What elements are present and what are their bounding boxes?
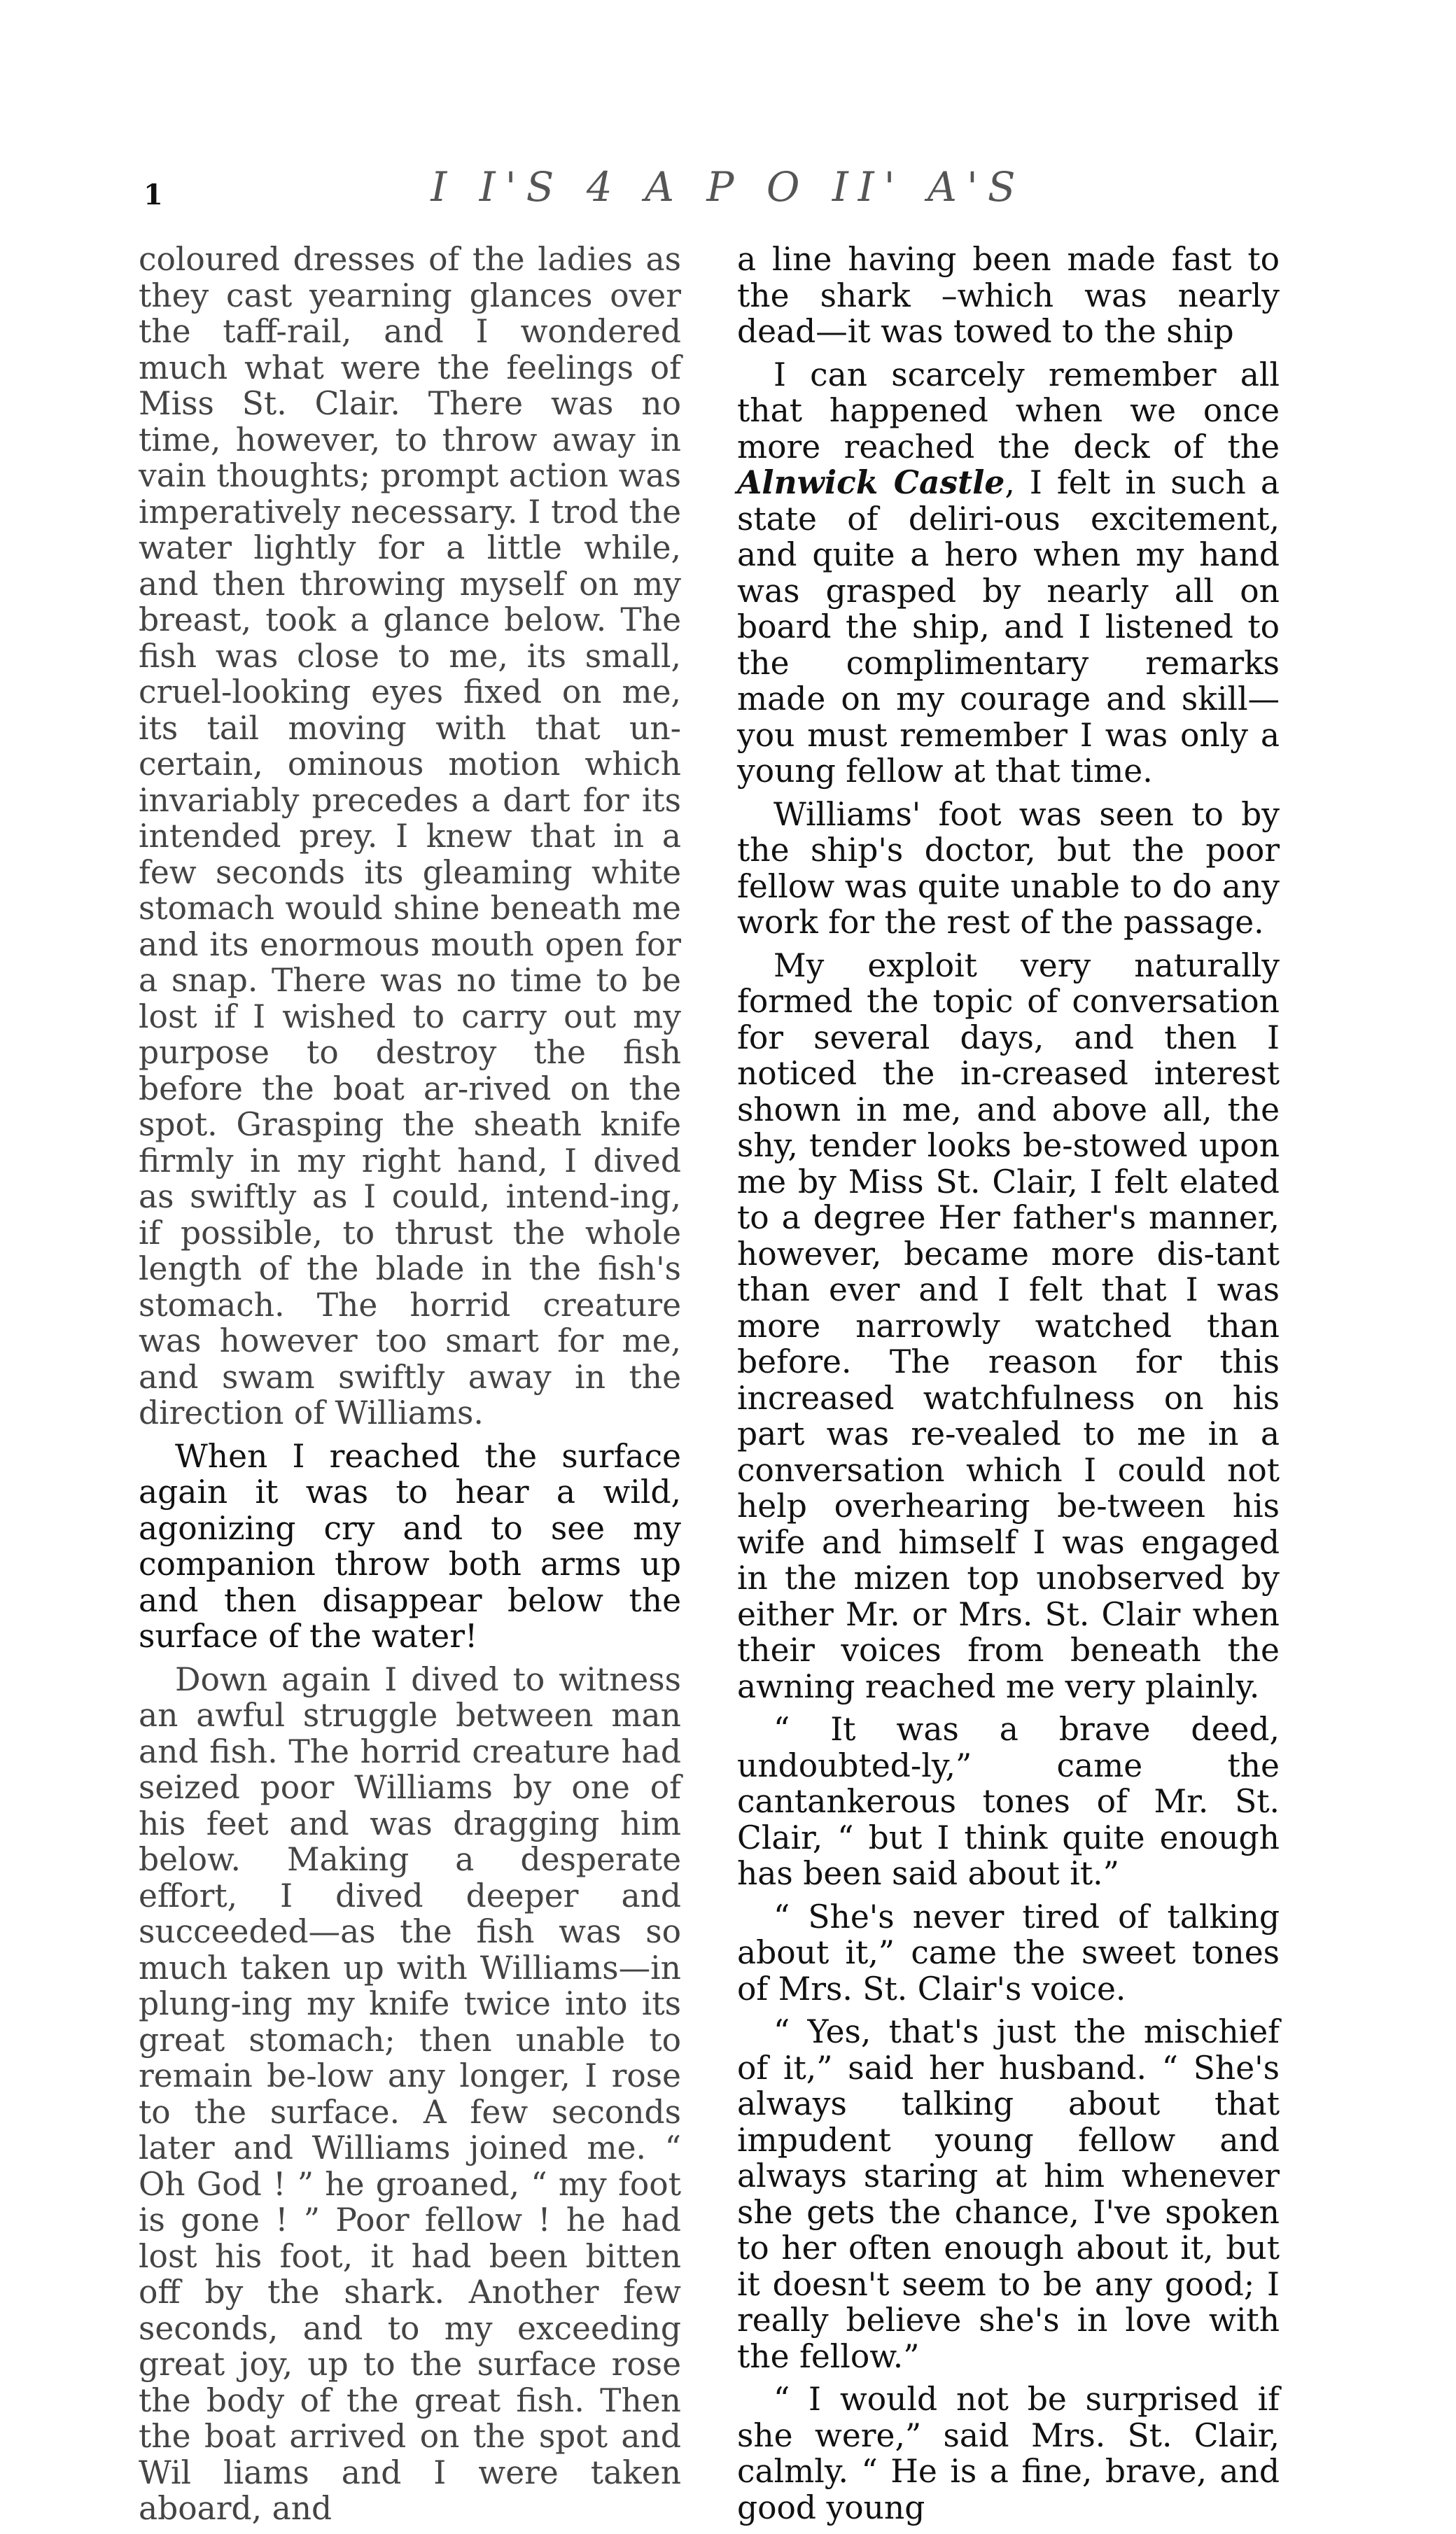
paragraph: “ Yes, that's just the mischief of it,” said her husband. “ She's always talking about that impudent young fellow and always staring at him whenever she gets the chance, I've spoken to her often enough about it, but it doesn't seem to be any good; I really believe she's in love with the fellow.”: [737, 2013, 1280, 2375]
paragraph: “ I would not be surprised if she were,” said Mrs. St. Clair, calmly. “ He is a fine, brave, and good young: [737, 2381, 1280, 2526]
paragraph: When I reached the surface again it was to hear a wild, agonizing cry and to see my companion throw both arms up and then disappear below the surface of the water!: [139, 1437, 681, 1655]
paragraph-text: , I felt in such a state of deliri-ous excitement, and quite a hero when my hand was grasped by nearly all on board the ship, and I listened to the complimentary remarks made on my courage and skill—you must remember I was only a young fellow at that time.: [737, 464, 1280, 790]
paragraph: Williams' foot was seen to by the ship's doctor, but the poor fellow was quite unable to do any work for the rest of the passage.: [737, 795, 1280, 941]
paragraph: [737, 357, 1280, 790]
running-head: I I'S 4 A P O II' A'S: [430, 163, 1026, 211]
paragraph: coloured dresses of the ladies as they cast yearning glances over the taff-rail, and I wondered much what were the feelings of Miss St. Clair. There was no time, however, to throw away in vain thoughts; prompt action was imperatively necessary. I trod the water lightly for a little while, and then throwing myself on my breast, took a glance below. The fish was close to me, its small, cruel-looking eyes fixed on me, its tail moving with that un-certain, ominous motion which invariably precedes a dart for its intended prey. I knew that in a few seconds its gleaming white stomach would shine beneath me and its enormous mouth open for a snap. There was no time to be lost if I wished to carry out my purpose to destroy the fish before the boat ar-rived on the spot. Grasping the sheath knife firmly in my right hand, I dived as swiftly as I could, intend-ing, if possible, to thrust the whole length of the blade in the fish's stomach. The horrid creature was however too smart for me, and swam swiftly away in the direction of Williams.: [139, 241, 681, 1432]
page-header: [0, 158, 1456, 214]
paragraph: a line having been made fast to the shark –which was nearly dead—it was towed to the ship: [737, 241, 1280, 350]
right-column: [737, 241, 1280, 2533]
paragraph: “ She's never tired of talking about it,” came the sweet tones of Mrs. St. Clair's voice.: [737, 1898, 1280, 2008]
ship-name: Alnwick Castle: [737, 463, 1005, 501]
paragraph-text: I can scarcely remember all that happened when we once more reached the deck of the: [737, 356, 1280, 465]
paragraph: Down again I dived to witness an awful struggle between man and fish. The horrid creature had seized poor Williams by one of his feet and was dragging him below. Making a desperate effort, I dived deeper and succeeded—as the fish was so much taken up with Williams—in plung-ing my knife twice into its great stomach; then unable to remain be-low any longer, I rose to the surface. A few seconds later and Williams joined me. “ Oh God ! ” he groaned, “ my foot is gone ! ” Poor fellow ! he had lost his foot, it had been bitten off by the shark. Another few seconds, and to my exceeding great joy, up to the surface rose the body of the great fish. Then the boat arrived on the spot and Wil liams and I were taken aboard, and: [139, 1660, 681, 2527]
paragraph: My exploit very naturally formed the topic of conversation for several days, and then I noticed the in-creased interest shown in me, and above all, the shy, tender looks be-stowed upon me by Miss St. Clair, I felt elated to a degree Her father's manner, however, became more dis-tant than ever and I felt that I was more narrowly watched than before. The reason for this increased watchfulness on his part was re-vealed to me in a conversation which I could not help overhearing be-tween his wife and himself I was engaged in the mizen top unobserved by either Mr. or Mrs. St. Clair when their voices from beneath the awning reached me very plainly.: [737, 946, 1280, 1705]
left-column: [139, 241, 681, 2534]
page-number: 1: [144, 178, 163, 211]
paragraph: “ It was a brave deed, undoubted-ly,” came the cantankerous tones of Mr. St. Clair, “ but I think quite enough has been said about it.”: [737, 1711, 1280, 1892]
